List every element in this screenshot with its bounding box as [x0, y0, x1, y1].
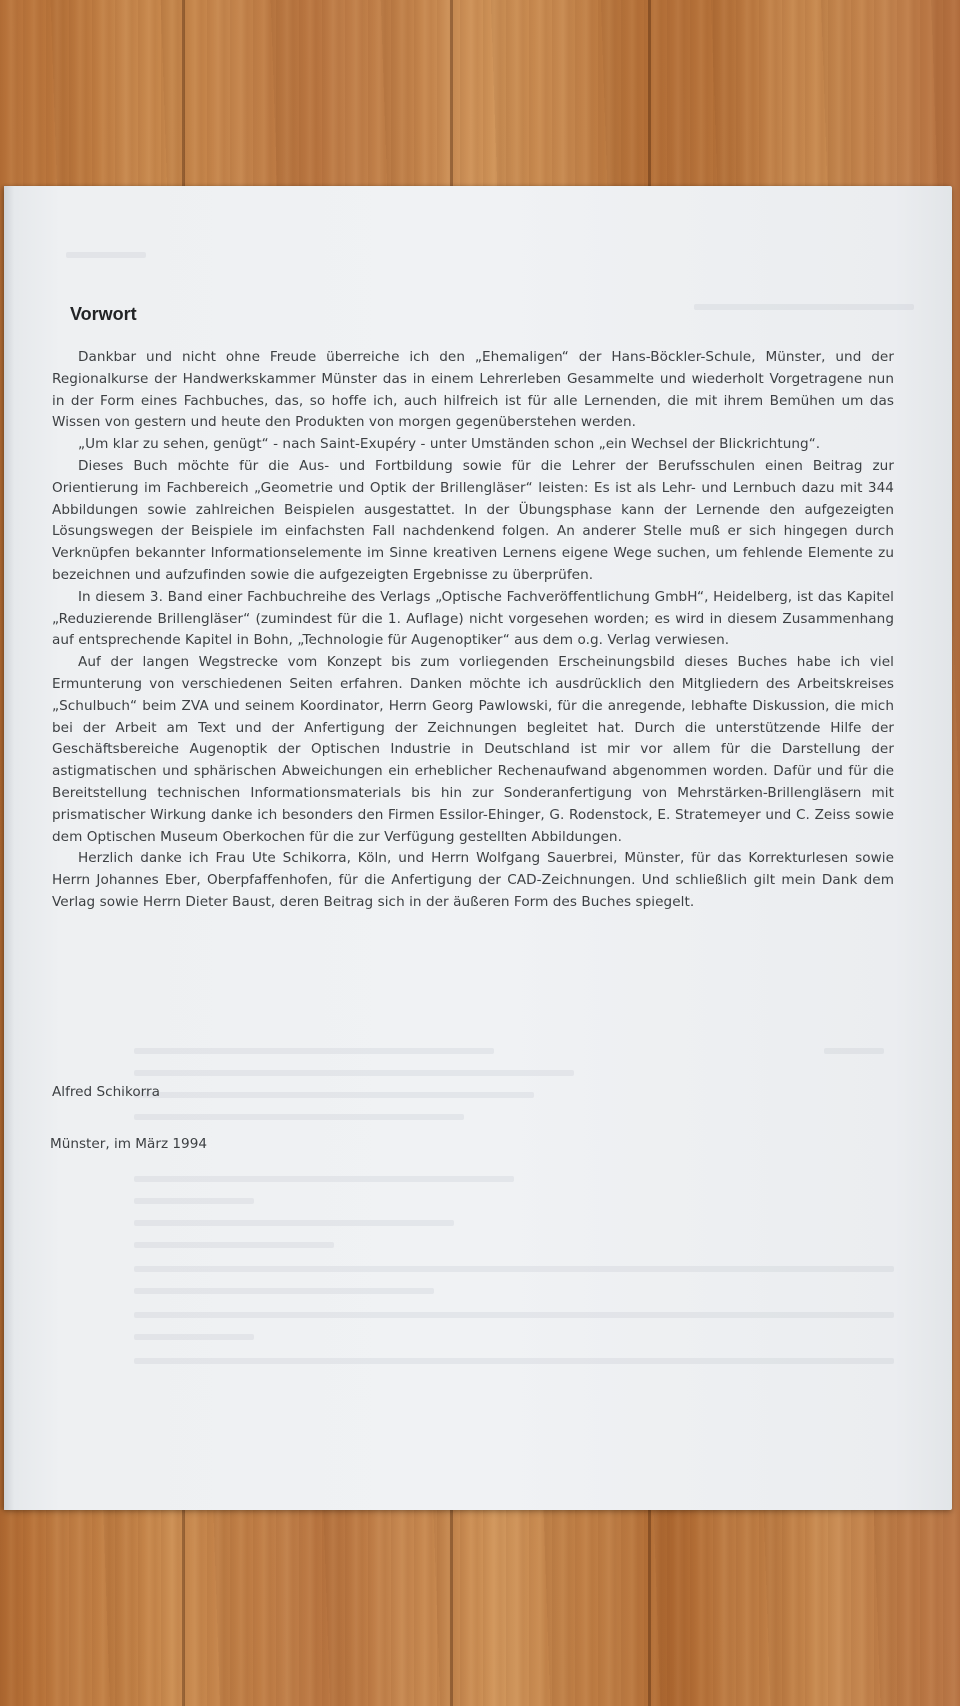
page-title: Vorwort [70, 304, 137, 324]
paragraph-dedication: Dankbar und nicht ohne Freude überreiche ich den „Ehemaligen“ der Hans-Böckler-Schule, Münster, und der Regionalkurse der Handwerkskammer Münster das in einem Lehrerleben Gesammelte und wiederholt Vorgetragene nun in der Form eines Fachbuches, das, so hoffe ich, auch hilfreich ist für alle Lernenden, die mit ihrem Bemühen um das Wissen von gestern und heute den Produkten von morgen gegenüberstehen werden. [52, 349, 894, 431]
place-and-date: Münster, im März 1994 [50, 1136, 208, 1152]
foreword-content [52, 304, 894, 914]
paragraph-acknowledgements: Auf der langen Wegstrecke vom Konzept bis zum vorliegenden Erscheinungsbild dieses Buches habe ich viel Ermunterung von verschiedenen Seiten erfahren. Danken möchte ich ausdrücklich den Mitgliedern des Arbeitskreises „Schulbuch“ beim ZVA und seinem Koordinator, Herrn Georg Pawlowski, für die anregende, lebhafte Diskussion, die mich bei der Arbeit am Text und der Anfertigung der Zeichnungen begleitet hat. Durch die unterstützende Hilfe der Geschäftsbereiche Augenoptik der Optischen Industrie in Deutschland ist mir vor allem für die Darstellung der astigmatischen und sphärischen Abweichungen ein erheblicher Rechenaufwand abgenommen worden. Dafür und für die Bereitstellung technischen Informationsmaterials bis hin zur Sonderanfertigung von Mehrstärken-Brillengläsern mit prismatischer Wirkung danke ich besonders den Firmen Essilor-Ehinger, G. Rodenstock, E. Stratemeyer und C. Zeiss sowie dem Optischen Museum Oberkochen für die zur Verfügung gestellten Abbildungen. [52, 654, 894, 845]
paragraph-purpose: Dieses Buch möchte für die Aus- und Fortbildung sowie für die Lehrer der Berufsschulen einen Beitrag zur Orientierung im Fachbereich „Geometrie und Optik der Brillengläser“ leisten: Es ist als Lehr- und Lernbuch dazu mit 344 Abbildungen sowie zahlreichen Beispielen ausgestattet. In der Übungsphase kann der Lernende den aufgezeigten Lösungswegen der Beispiele im einfachsten Fall nachdenkend folgen. An anderer Stelle muß er sich hingegen durch Verknüpfen bekannter Informationselemente im Sinne kreativen Lernens eigene Wege suchen, um fehlende Elemente zu bezeichnen und aufzufinden sowie die aufgezeigten Ergebnisse zu überprüfen. [52, 457, 894, 583]
page-edge-shadow [4, 186, 14, 1510]
book-page [4, 186, 952, 1510]
paragraph-quote: „Um klar zu sehen, genügt“ - nach Saint-Exupéry - unter Umständen schon „ein Wechsel der Blickrichtung“. [78, 436, 821, 453]
author-name: Alfred Schikorra [52, 1084, 160, 1100]
paragraph-series: In diesem 3. Band einer Fachbuchreihe des Verlags „Optische Fachveröffentlichung GmbH“, Heidelberg, ist das Kapitel „Reduzierende Brillengläser“ (zumindest für die 1. Auflage) nicht vorgesehen worden; es wird in diesem Zusammenhang auf entsprechende Kapitel in Bohn, „Technologie für Augenoptiker“ aus dem o.g. Verlag verwiesen. [52, 588, 894, 649]
paragraph-thanks: Herzlich danke ich Frau Ute Schikorra, Köln, und Herrn Wolfgang Sauerbrei, Münster, für das Korrekturlesen sowie Herrn Johannes Eber, Oberpfaffenhofen, für die Anfertigung der CAD-Zeichnungen. Und schließlich gilt mein Dank dem Verlag sowie Herrn Dieter Baust, deren Beitrag sich in der äußeren Form des Buches spiegelt. [52, 850, 894, 910]
